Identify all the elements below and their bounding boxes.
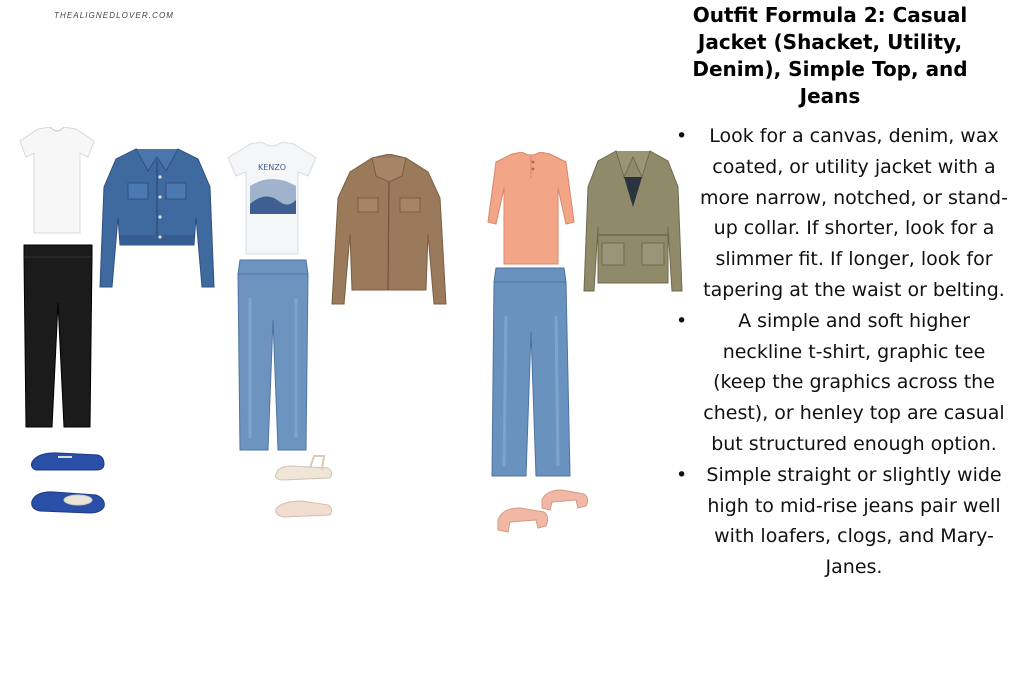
bullet-text: Simple straight or slightly wide high to mid-rise jeans pair well with loafers, clogs, and Mary-Janes. bbox=[706, 463, 1002, 579]
kenzo-print-text: KENZO bbox=[257, 163, 287, 172]
cream-flat-bottom-image bbox=[272, 497, 336, 521]
black-jeans-image bbox=[20, 243, 96, 429]
wide-leg-jeans-image bbox=[490, 266, 572, 478]
bullet-top bbox=[660, 306, 1010, 460]
light-wash-jeans-image bbox=[236, 258, 310, 452]
blue-loafer-bottom-image bbox=[28, 487, 108, 517]
pink-mule-left-image bbox=[494, 504, 552, 534]
bullet-text: A simple and soft higher neckline t-shirt, graphic tee (keep the graphics across the chest), or henley top are casual but structured enough option. bbox=[703, 309, 1005, 455]
site-watermark: THEALIGNEDLOVER.COM bbox=[54, 11, 175, 20]
graphic-tee-image bbox=[226, 142, 318, 256]
bullet-jeans bbox=[660, 460, 1010, 583]
bullet-dot-icon: • bbox=[676, 125, 688, 147]
coral-henley-top-image bbox=[486, 152, 576, 266]
formula-title: Outfit Formula 2: Casual Jacket (Shacket, Utility, Denim), Simple Top, and Jeans bbox=[692, 3, 968, 108]
blue-loafer-top-image bbox=[28, 448, 106, 474]
cream-flat-top-image bbox=[272, 454, 336, 484]
bullet-dot-icon: • bbox=[676, 309, 688, 332]
formula-text-panel bbox=[660, 0, 1024, 683]
tan-utility-jacket-image bbox=[330, 154, 448, 308]
bullet-text: Look for a canvas, denim, wax coated, or utility jacket with a more narrow, notched, or stand-up collar. If shorter, look for a slimmer fit. If longer, look for tapering at the waist or belting. bbox=[700, 125, 1008, 301]
formula-bullet-list bbox=[660, 121, 1010, 583]
bullet-jacket bbox=[660, 121, 1010, 306]
bullet-dot-icon: • bbox=[676, 463, 688, 486]
denim-jacket-image bbox=[98, 147, 216, 291]
white-tshirt-image bbox=[18, 127, 96, 235]
